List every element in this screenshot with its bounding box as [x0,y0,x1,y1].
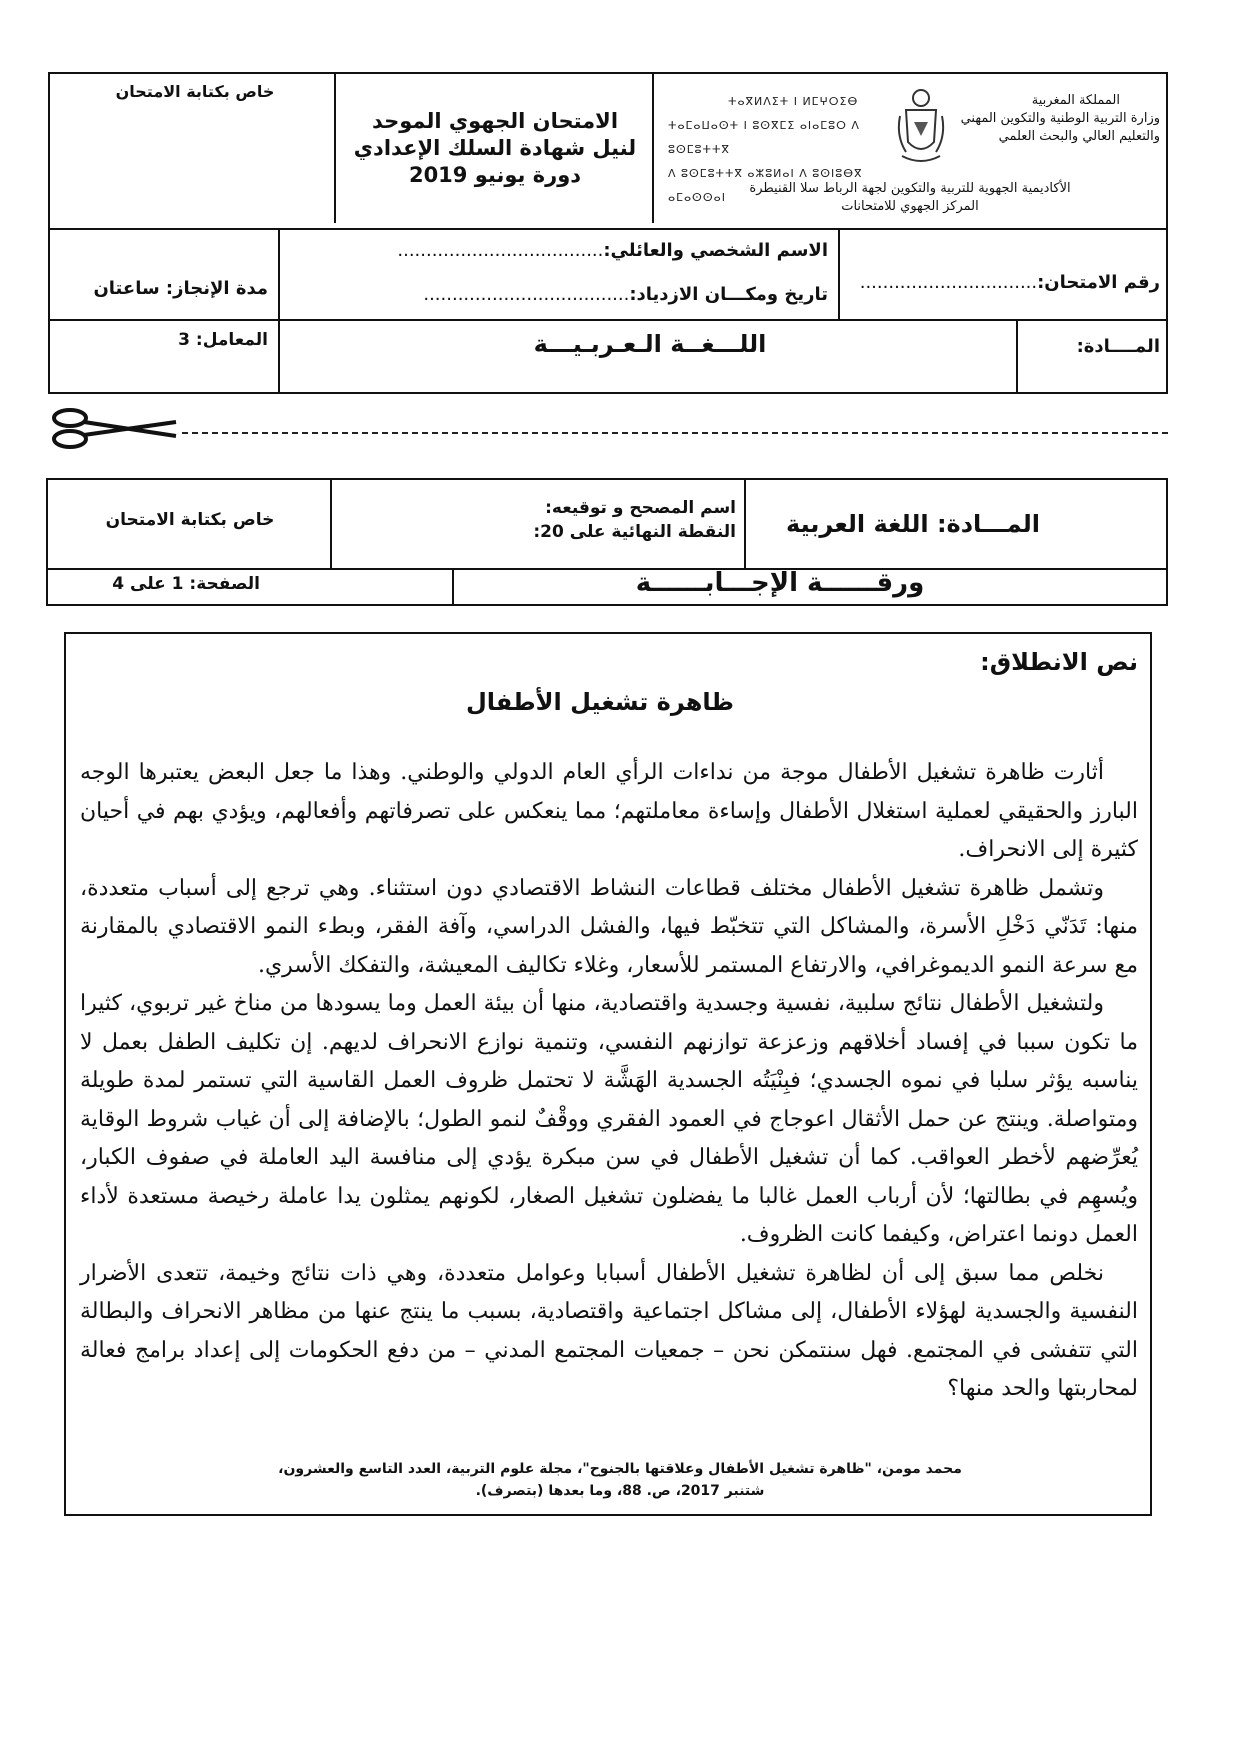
academy-label: الأكاديمية الجهوية للتربية والتكوين لجهة الرباط سلا القنيطرة [749,181,1071,196]
paragraph-4-text: نخلص مما سبق إلى أن لظاهرة تشغيل الأطفال أسبابا وعوامل متعددة، وهي ذات نتائج وخيمة، تتعدى الأضرار النفسية والجسدية لهؤلاء الأطفال، إلى مشاكل اجتماعية واقتصادية، بسبب ما ينتج عنها من مظاهر الانحراف والبطالة التي تتفشى في المجتمع. فهل سنتمكن نحن – جمعيات المجتمع المدني – من دفع الحكومات إلى إعداد برامج فعالة لمحاربتها والحد منها؟ [80,1260,1138,1401]
text-body [80,754,1138,1409]
duration-label: مدة الإنجاز: ساعتان [93,278,268,299]
exam-number-dots[interactable]: ............................... [859,272,1038,293]
exam-title [340,108,650,189]
exam-number-row [850,272,1160,293]
header-vline-a [334,72,336,223]
scissors-icon [48,406,178,450]
corrector-block [340,496,736,544]
exam-title-line1: الامتحان الجهوي الموحد [371,109,619,133]
tifinagh-line1: ⵜⴰⴳⵍⴷⵉⵜ ⵏ ⵍⵎⵖⵔⵉⴱ [728,95,859,108]
exam-center-label: المركز الجهوي للامتحانات [841,199,979,214]
header-vline-e [1016,319,1018,394]
full-name-label: الاسم الشخصي والعائلي: [603,240,828,261]
paragraph-3 [80,985,1138,1255]
text-title: ظاهرة تشغيل الأطفال [465,688,735,716]
coefficient-label: المعامل: 3 [178,330,268,350]
header-divider-1 [48,228,1168,230]
paragraph-2-text: وتشمل ظاهرة تشغيل الأطفال مختلف قطاعات النشاط الاقتصادي دون استثناء. وهي ترجع إلى أسباب متعددة، منها: تَدَنّي دَخْلِ الأسرة، والمشاكل التي تتخبّط فيها، والفشل الدراسي، وآفة الفقر، وبطء النمو الاقتصادي بالمقارنة مع سرعة النمو الديموغرافي، والارتفاع المستمر للأسعار، وغلاء تكاليف المعيشة، والتفكك الأسري. [80,875,1138,978]
answer-subject: المـــادة: اللغة العربية [786,510,1040,538]
paragraph-1 [80,754,1138,870]
header-vline-d [838,228,840,319]
paragraph-1-text: أثارت ظاهرة تشغيل الأطفال موجة من نداءات الرأي العام الدولي والوطني. وهذا ما جعل البعض يعتبرها الوجه البارز والحقيقي لعملية استغلال الأطفال وإساءة معاملتهم؛ مما ينعكس على تصرفاتهم وأفعالهم، ويؤدي بهم في أحيان كثيرة إلى الانحراف. [80,760,1138,862]
answer-sheet-title: ورقــــــة الإجـــابــــــة [635,568,925,598]
kingdom-label: المملكة المغربية [1031,93,1120,108]
special-exam-office-label: خاص بكتابة الامتحان [115,82,275,101]
exam-title-line3: دورة يونيو 2019 [408,163,582,187]
source-line1: محمد مومن، "ظاهرة تشغيل الأطفال وعلاقتها بالجنوح"، مجلة علوم التربية، العدد التاسع والعشرون، [278,1461,962,1477]
subject-label: المــــادة: [1076,336,1160,357]
paragraph-3-text: ولتشغيل الأطفال نتائج سلبية، نفسية وجسدية واقتصادية، منها أن بيئة العمل وما يسودها من مناخ غير تربوي، كثيرا ما تكون سببا في إفساد أخلاقهم وزعزعة توازنهم النفسي، وتنمية نوازع الانحراف لديهم. إن تكليف الطفل بعمل لا يناسبه يؤثر سلبا في نموه الجسدي؛ فبِنْيَتُه الجسدية الهَشَّة لا تحتمل ظروف العمل القاسية التي تستمر لمدة طويلة ومتواصلة. وينتج عن حمل الأثقال اعوجاج في العمود الفقري ووقْفٌ لنمو الطول؛ بالإضافة إلى أن غياب شروط الوقاية يُعرِّضهم لأخطر العواقب. كما أن تشغيل الأطفال في سن مبكرة يؤدي إلى منافسة اليد العاملة في صفوف الكبار، ويُسهِم في بطالتها؛ لأن أرباب العمل غالبا ما يفضلون تشغيل الصغار، لكونهم يمثلون يدا عاملة رخيصة مستعدة لأداء العمل دونما اعتراض، وكيفما كانت الظروف. [80,991,1138,1247]
answer-special-office: خاص بكتابة الامتحان [105,510,275,530]
tifinagh-line2: ⵜⴰⵎⴰⵡⴰⵙⵜ ⵏ ⵓⵙⴳⵎⵉ ⴰⵏⴰⵎⵓⵔ ⴷ ⵓⵙⵎⵓⵜⵜⴳ [668,119,860,156]
final-grade-label: النقطة النهائية على 20: [533,522,736,542]
birth-label: تاريخ ومكـــان الازدياد: [629,284,828,305]
royal-emblem-icon [896,86,946,166]
ministry-block [950,92,1160,146]
subject-value: اللـــغــة الـعـربـيـــة [533,330,767,358]
tifinagh-line3: ⴷ ⵓⵙⵎⵓⵜⵜⴳ ⴰⵣⵓⵍⴰⵏ ⴷ ⵓⵙⵏⵓⴱⴳ ⴰⵎⴰⵙⵙⴰⵏ [668,167,863,204]
header-divider-2 [48,319,1168,321]
paragraph-4 [80,1255,1138,1409]
full-name-dots[interactable]: .................................... [397,240,604,261]
answer-vline-a [330,478,332,568]
header-vline-c [278,228,280,394]
ministry-line2: والتعليم العالي والبحث العلمي [998,129,1160,144]
answer-vline-b [744,478,746,568]
birth-dots[interactable]: .................................... [423,284,630,305]
full-name-row [290,240,828,261]
ministry-line1: وزارة التربية الوطنية والتكوين المهني [960,111,1160,126]
page-number: الصفحة: 1 على 4 [112,574,260,594]
birth-row [290,284,828,305]
exam-title-line2: لنيل شهادة السلك الإعدادي [353,136,637,160]
paragraph-2 [80,870,1138,986]
answer-vline-c [452,568,454,606]
source-citation [140,1458,1100,1502]
header-vline-b [652,72,654,223]
text-heading: نص الانطلاق: [980,648,1138,676]
corrector-label: اسم المصحح و توقيعه: [545,498,736,518]
cut-line [182,432,1168,434]
exam-number-label: رقم الامتحان: [1037,272,1160,293]
academy-block [660,180,1160,216]
source-line2: شتنبر 2017، ص. 88، وما بعدها (بتصرف). [475,1483,765,1499]
